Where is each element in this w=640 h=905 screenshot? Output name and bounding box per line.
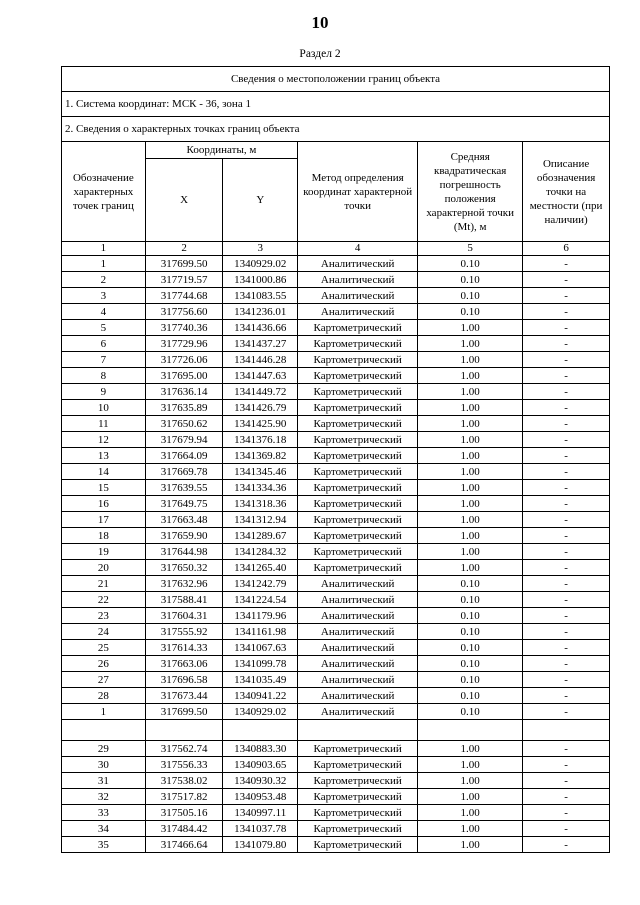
point-number: 29	[62, 741, 146, 757]
table-row	[62, 496, 610, 512]
method: Аналитический	[298, 704, 418, 720]
method: Картометрический	[298, 741, 418, 757]
accuracy: 1.00	[418, 320, 523, 336]
description: -	[523, 432, 610, 448]
point-number: 26	[62, 656, 146, 672]
coord-y: 1341437.27	[223, 336, 298, 352]
table-row	[62, 304, 610, 320]
table-row	[62, 805, 610, 821]
description: -	[523, 528, 610, 544]
coord-x: 317664.09	[145, 448, 223, 464]
method: Картометрический	[298, 773, 418, 789]
description: -	[523, 464, 610, 480]
point-number: 17	[62, 512, 146, 528]
coord-x: 317538.02	[145, 773, 223, 789]
description: -	[523, 688, 610, 704]
coord-y: 1340930.32	[223, 773, 298, 789]
method: Картометрический	[298, 432, 418, 448]
coord-x: 317696.58	[145, 672, 223, 688]
point-number: 18	[62, 528, 146, 544]
method: Картометрический	[298, 448, 418, 464]
empty-cell	[223, 720, 298, 741]
accuracy: 1.00	[418, 352, 523, 368]
accuracy: 0.10	[418, 256, 523, 272]
description: -	[523, 512, 610, 528]
boundary-points-table	[61, 66, 610, 853]
description: -	[523, 272, 610, 288]
point-number: 16	[62, 496, 146, 512]
coord-y: 1341035.49	[223, 672, 298, 688]
accuracy: 0.10	[418, 608, 523, 624]
method: Картометрический	[298, 837, 418, 853]
table-row	[62, 560, 610, 576]
coord-y: 1341067.63	[223, 640, 298, 656]
description: -	[523, 773, 610, 789]
method: Картометрический	[298, 320, 418, 336]
description: -	[523, 384, 610, 400]
table-row	[62, 656, 610, 672]
point-number: 9	[62, 384, 146, 400]
coord-x: 317636.14	[145, 384, 223, 400]
description: -	[523, 704, 610, 720]
table-row	[62, 400, 610, 416]
accuracy: 0.10	[418, 304, 523, 320]
table-row	[62, 821, 610, 837]
header-coordinates: Координаты, м	[145, 142, 297, 159]
coord-x: 317744.68	[145, 288, 223, 304]
point-number: 27	[62, 672, 146, 688]
coord-x: 317673.44	[145, 688, 223, 704]
method: Картометрический	[298, 560, 418, 576]
coord-x: 317505.16	[145, 805, 223, 821]
coord-y: 1341037.78	[223, 821, 298, 837]
coord-y: 1341079.80	[223, 837, 298, 853]
coord-y: 1341099.78	[223, 656, 298, 672]
accuracy: 1.00	[418, 789, 523, 805]
table-row	[62, 544, 610, 560]
point-number: 13	[62, 448, 146, 464]
accuracy: 1.00	[418, 821, 523, 837]
coord-x: 317663.06	[145, 656, 223, 672]
method: Аналитический	[298, 672, 418, 688]
coord-y: 1341179.96	[223, 608, 298, 624]
table-row	[62, 640, 610, 656]
description: -	[523, 304, 610, 320]
table-row	[62, 336, 610, 352]
header-x: X	[145, 159, 223, 242]
coord-x: 317650.62	[145, 416, 223, 432]
accuracy: 0.10	[418, 576, 523, 592]
point-number: 1	[62, 704, 146, 720]
accuracy: 0.10	[418, 704, 523, 720]
accuracy: 0.10	[418, 640, 523, 656]
accuracy: 1.00	[418, 368, 523, 384]
accuracy: 0.10	[418, 592, 523, 608]
description: -	[523, 256, 610, 272]
coord-x: 317588.41	[145, 592, 223, 608]
table-row	[62, 384, 610, 400]
method: Картометрический	[298, 528, 418, 544]
description: -	[523, 368, 610, 384]
point-number: 15	[62, 480, 146, 496]
method: Картометрический	[298, 336, 418, 352]
table-row	[62, 320, 610, 336]
column-number: 1	[62, 242, 146, 256]
method: Картометрический	[298, 464, 418, 480]
table-row	[62, 432, 610, 448]
accuracy: 1.00	[418, 560, 523, 576]
table-row	[62, 368, 610, 384]
table-row	[62, 704, 610, 720]
accuracy: 1.00	[418, 741, 523, 757]
coord-x: 317466.64	[145, 837, 223, 853]
header-method: Метод определения координат характерной точки	[298, 142, 418, 242]
table-row	[62, 837, 610, 853]
accuracy: 1.00	[418, 480, 523, 496]
coord-y: 1340883.30	[223, 741, 298, 757]
description: -	[523, 837, 610, 853]
point-number: 25	[62, 640, 146, 656]
point-number: 22	[62, 592, 146, 608]
point-number: 34	[62, 821, 146, 837]
table-row	[62, 288, 610, 304]
coord-y: 1341447.63	[223, 368, 298, 384]
method: Аналитический	[298, 256, 418, 272]
coord-x: 317663.48	[145, 512, 223, 528]
description: -	[523, 624, 610, 640]
description: -	[523, 288, 610, 304]
description: -	[523, 757, 610, 773]
coord-x: 317699.50	[145, 704, 223, 720]
method: Картометрический	[298, 352, 418, 368]
description: -	[523, 592, 610, 608]
coord-x: 317679.94	[145, 432, 223, 448]
coord-y: 1341369.82	[223, 448, 298, 464]
coord-y: 1340997.11	[223, 805, 298, 821]
header-designation: Обозначение характерных точек границ	[62, 142, 146, 242]
page-number: 10	[311, 13, 329, 32]
column-number: 4	[298, 242, 418, 256]
table-row	[62, 352, 610, 368]
coord-x: 317639.55	[145, 480, 223, 496]
description: -	[523, 448, 610, 464]
method: Аналитический	[298, 688, 418, 704]
coord-y: 1341446.28	[223, 352, 298, 368]
method: Аналитический	[298, 640, 418, 656]
coord-y: 1341224.54	[223, 592, 298, 608]
accuracy: 1.00	[418, 336, 523, 352]
accuracy: 1.00	[418, 837, 523, 853]
table-title: Сведения о местоположении границ объекта	[62, 67, 610, 92]
coord-x: 317699.50	[145, 256, 223, 272]
coord-y: 1340929.02	[223, 704, 298, 720]
table-row	[62, 592, 610, 608]
method: Картометрический	[298, 789, 418, 805]
coord-y: 1341236.01	[223, 304, 298, 320]
point-number: 1	[62, 256, 146, 272]
description: -	[523, 576, 610, 592]
coord-x: 317635.89	[145, 400, 223, 416]
table-row	[62, 512, 610, 528]
method: Аналитический	[298, 656, 418, 672]
coord-y: 1341318.36	[223, 496, 298, 512]
column-number: 3	[223, 242, 298, 256]
coord-x: 317695.00	[145, 368, 223, 384]
point-number: 14	[62, 464, 146, 480]
coord-y: 1341000.86	[223, 272, 298, 288]
table-row	[62, 789, 610, 805]
point-number: 28	[62, 688, 146, 704]
method: Картометрический	[298, 368, 418, 384]
method: Картометрический	[298, 400, 418, 416]
method: Аналитический	[298, 592, 418, 608]
method: Картометрический	[298, 757, 418, 773]
description: -	[523, 805, 610, 821]
accuracy: 0.10	[418, 672, 523, 688]
table-row	[62, 416, 610, 432]
coord-y: 1341449.72	[223, 384, 298, 400]
coord-y: 1341265.40	[223, 560, 298, 576]
method: Картометрический	[298, 544, 418, 560]
point-number: 23	[62, 608, 146, 624]
coord-x: 317756.60	[145, 304, 223, 320]
table-row	[62, 256, 610, 272]
description: -	[523, 608, 610, 624]
point-number: 32	[62, 789, 146, 805]
points-heading: 2. Сведения о характерных точках границ объекта	[62, 117, 610, 142]
coord-y: 1341426.79	[223, 400, 298, 416]
method: Аналитический	[298, 304, 418, 320]
description: -	[523, 400, 610, 416]
accuracy: 0.10	[418, 288, 523, 304]
coord-x: 317562.74	[145, 741, 223, 757]
coord-x: 317729.96	[145, 336, 223, 352]
point-number: 33	[62, 805, 146, 821]
description: -	[523, 656, 610, 672]
accuracy: 1.00	[418, 544, 523, 560]
accuracy: 1.00	[418, 757, 523, 773]
coord-x: 317484.42	[145, 821, 223, 837]
description: -	[523, 416, 610, 432]
coord-x: 317517.82	[145, 789, 223, 805]
accuracy: 1.00	[418, 400, 523, 416]
table-row	[62, 576, 610, 592]
method: Картометрический	[298, 821, 418, 837]
accuracy: 1.00	[418, 496, 523, 512]
table-row	[62, 741, 610, 757]
point-number: 4	[62, 304, 146, 320]
coord-x: 317726.06	[145, 352, 223, 368]
description: -	[523, 544, 610, 560]
point-number: 21	[62, 576, 146, 592]
point-number: 3	[62, 288, 146, 304]
coord-y: 1341083.55	[223, 288, 298, 304]
method: Картометрический	[298, 480, 418, 496]
accuracy: 1.00	[418, 448, 523, 464]
accuracy: 1.00	[418, 464, 523, 480]
coord-x: 317649.75	[145, 496, 223, 512]
coord-x: 317740.36	[145, 320, 223, 336]
coord-x: 317555.92	[145, 624, 223, 640]
table-row	[62, 757, 610, 773]
method: Картометрический	[298, 416, 418, 432]
description: -	[523, 821, 610, 837]
table-row	[62, 464, 610, 480]
accuracy: 0.10	[418, 656, 523, 672]
point-number: 31	[62, 773, 146, 789]
point-number: 12	[62, 432, 146, 448]
column-number: 6	[523, 242, 610, 256]
coord-y: 1341425.90	[223, 416, 298, 432]
accuracy: 1.00	[418, 512, 523, 528]
method: Аналитический	[298, 272, 418, 288]
description: -	[523, 640, 610, 656]
accuracy: 1.00	[418, 432, 523, 448]
table-row	[62, 448, 610, 464]
section-label: Раздел 2	[299, 48, 341, 60]
column-number: 5	[418, 242, 523, 256]
empty-cell	[145, 720, 223, 741]
coord-y: 1341289.67	[223, 528, 298, 544]
empty-cell	[418, 720, 523, 741]
coord-y: 1341345.46	[223, 464, 298, 480]
coord-y: 1341376.18	[223, 432, 298, 448]
coord-y: 1341284.32	[223, 544, 298, 560]
spacer-row	[62, 720, 610, 741]
description: -	[523, 741, 610, 757]
description: -	[523, 789, 610, 805]
description: -	[523, 496, 610, 512]
description: -	[523, 672, 610, 688]
description: -	[523, 480, 610, 496]
table-row	[62, 272, 610, 288]
accuracy: 1.00	[418, 384, 523, 400]
coord-x: 317604.31	[145, 608, 223, 624]
point-number: 6	[62, 336, 146, 352]
point-number: 8	[62, 368, 146, 384]
table-row	[62, 672, 610, 688]
method: Картометрический	[298, 512, 418, 528]
table-row	[62, 688, 610, 704]
table-row	[62, 624, 610, 640]
coord-y: 1340941.22	[223, 688, 298, 704]
coord-y: 1341242.79	[223, 576, 298, 592]
coordinate-system: 1. Система координат: МСК - 36, зона 1	[62, 92, 610, 117]
accuracy: 0.10	[418, 272, 523, 288]
coord-y: 1341161.98	[223, 624, 298, 640]
accuracy: 1.00	[418, 773, 523, 789]
description: -	[523, 352, 610, 368]
empty-cell	[298, 720, 418, 741]
accuracy: 1.00	[418, 528, 523, 544]
coord-x: 317632.96	[145, 576, 223, 592]
empty-cell	[62, 720, 146, 741]
accuracy: 0.10	[418, 688, 523, 704]
point-number: 7	[62, 352, 146, 368]
coord-x: 317659.90	[145, 528, 223, 544]
method: Аналитический	[298, 288, 418, 304]
coord-x: 317719.57	[145, 272, 223, 288]
point-number: 19	[62, 544, 146, 560]
table-row	[62, 480, 610, 496]
column-number: 2	[145, 242, 223, 256]
accuracy: 1.00	[418, 805, 523, 821]
description: -	[523, 320, 610, 336]
point-number: 30	[62, 757, 146, 773]
coord-x: 317614.33	[145, 640, 223, 656]
point-number: 2	[62, 272, 146, 288]
point-number: 5	[62, 320, 146, 336]
coord-y: 1341436.66	[223, 320, 298, 336]
point-number: 11	[62, 416, 146, 432]
coord-x: 317644.98	[145, 544, 223, 560]
point-number: 35	[62, 837, 146, 853]
coord-y: 1341334.36	[223, 480, 298, 496]
coord-x: 317650.32	[145, 560, 223, 576]
method: Аналитический	[298, 576, 418, 592]
column-numbers-row	[62, 242, 610, 256]
header-description: Описание обозначения точки на местности (при наличии)	[523, 142, 610, 242]
accuracy: 1.00	[418, 416, 523, 432]
empty-cell	[523, 720, 610, 741]
method: Аналитический	[298, 624, 418, 640]
header-accuracy: Средняя квадратическая погрешность положения характерной точки (Mt), м	[418, 142, 523, 242]
coord-y: 1341312.94	[223, 512, 298, 528]
description: -	[523, 336, 610, 352]
table-row	[62, 608, 610, 624]
accuracy: 0.10	[418, 624, 523, 640]
coord-y: 1340929.02	[223, 256, 298, 272]
header-y: Y	[223, 159, 298, 242]
point-number: 20	[62, 560, 146, 576]
method: Аналитический	[298, 608, 418, 624]
coord-y: 1340953.48	[223, 789, 298, 805]
coord-y: 1340903.65	[223, 757, 298, 773]
table-row	[62, 528, 610, 544]
coord-x: 317556.33	[145, 757, 223, 773]
method: Картометрический	[298, 384, 418, 400]
coord-x: 317669.78	[145, 464, 223, 480]
point-number: 10	[62, 400, 146, 416]
method: Картометрический	[298, 805, 418, 821]
point-number: 24	[62, 624, 146, 640]
description: -	[523, 560, 610, 576]
table-row	[62, 773, 610, 789]
method: Картометрический	[298, 496, 418, 512]
